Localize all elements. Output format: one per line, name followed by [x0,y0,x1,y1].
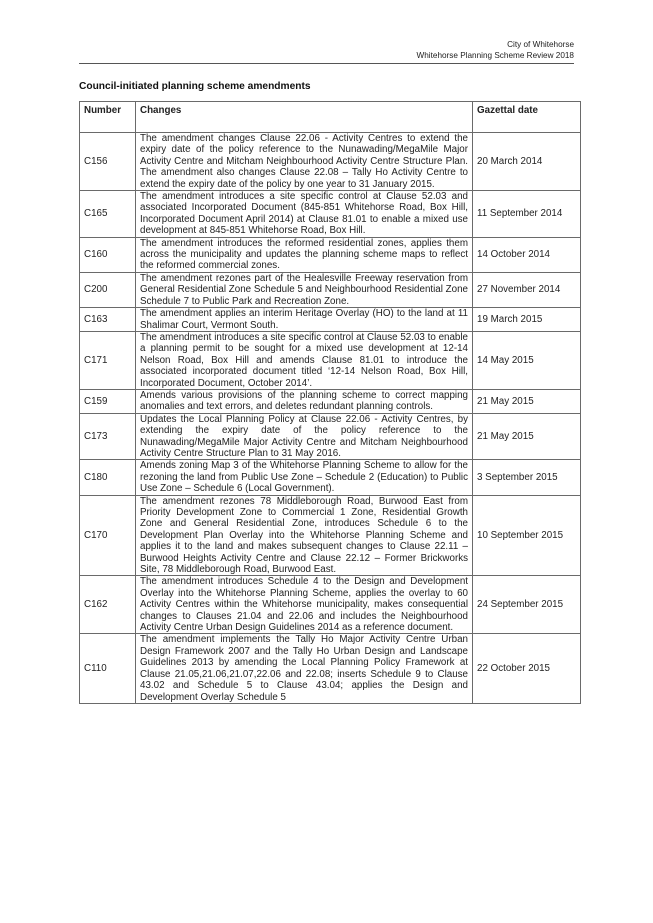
amendment-changes: The amendment introduces the reformed residential zones, applies them across the municipality and updates the planning scheme maps to reflect the reformed commercial zones. [136,237,473,272]
amendments-table [79,101,581,704]
amendment-changes: The amendment implements the Tally Ho Major Activity Centre Urban Design Framework 2007 and the Tally Ho Urban Design and Landscape Guidelines 2013 by amending the Local Planning Policy Framework at Clause 21.05,21.06,21.07,22.06 and 22.08; inserts Schedule 9 to Clause 43.02 and Schedule 5 to Clause 43.04; applies the Design and Development Overlay Schedule 5 [136,634,473,703]
table-row [80,308,581,332]
table-row [80,133,581,191]
header-document-title: Whitehorse Planning Scheme Review 2018 [416,50,574,60]
table-row [80,389,581,413]
column-header-number: Number [80,102,136,133]
table-row [80,634,581,703]
amendment-number: C171 [80,331,136,389]
amendment-number: C170 [80,495,136,576]
amendment-number: C160 [80,237,136,272]
table-row [80,237,581,272]
amendment-changes: The amendment introduces a site specific control at Clause 52.03 and associated Incorporated Document (845-851 Whitehorse Road, Box Hill, Incorporated Document April 2014) at Clause 81.01 to enable a mixed use development at 845-851 Whitehorse Road, Box Hill. [136,191,473,238]
gazettal-date: 21 May 2015 [473,413,581,460]
gazettal-date: 22 October 2015 [473,634,581,703]
gazettal-date: 10 September 2015 [473,495,581,576]
table-header-row [80,102,581,133]
gazettal-date: 14 May 2015 [473,331,581,389]
column-header-gazettal-date: Gazettal date [473,102,581,133]
amendment-number: C180 [80,460,136,495]
amendment-changes: The amendment rezones 78 Middleborough Road, Burwood East from Priority Development Zone to Commercial 1 Zone, Residential Growth Zone and General Residential Zone, introduces Schedule 6 to the Development Plan Overlay into the Whitehorse Planning Scheme and applies it to the land and makes subsequent changes to Clause 22.11 – Burwood Heights Activity Centre and Clause 22.12 – Former Brickworks Site, 78 Middleborough Road, Burwood East. [136,495,473,576]
amendment-changes: Amends various provisions of the planning scheme to correct mapping anomalies and text errors, and deletes redundant planning controls. [136,389,473,413]
amendment-changes: Amends zoning Map 3 of the Whitehorse Planning Scheme to allow for the rezoning the land from Public Use Zone – Schedule 2 (Education) to Public Use Zone – Schedule 6 (Local Government). [136,460,473,495]
gazettal-date: 14 October 2014 [473,237,581,272]
header-divider [79,63,574,64]
section-title: Council-initiated planning scheme amendments [79,81,311,92]
amendment-number: C200 [80,272,136,307]
amendment-changes: The amendment applies an interim Heritage Overlay (HO) to the land at 11 Shalimar Court, Vermont South. [136,308,473,332]
table-row [80,331,581,389]
column-header-changes: Changes [136,102,473,133]
gazettal-date: 11 September 2014 [473,191,581,238]
amendment-number: C165 [80,191,136,238]
table-row [80,576,581,634]
table-row [80,495,581,576]
amendment-number: C173 [80,413,136,460]
page-header [417,40,574,61]
gazettal-date: 21 May 2015 [473,389,581,413]
gazettal-date: 3 September 2015 [473,460,581,495]
amendment-changes: The amendment introduces Schedule 4 to the Design and Development Overlay into the Whitehorse Planning Scheme, applies the overlay to 60 Activity Centres within the Whitehorse municipality, makes consequential changes to Clauses 21.04 and 22.06 and includes the Neighbourhood Activity Centre Urban Design Guidelines 2014 as a reference document. [136,576,473,634]
table-row [80,413,581,460]
amendment-changes: Updates the Local Planning Policy at Clause 22.06 - Activity Centres, by extending the expiry date of the policy reference to the Nunawading/MegaMile Major Activity Centre and Mitcham Neighbourhood Activity Centre Structure Plan to 31 May 2016. [136,413,473,460]
amendment-changes: The amendment introduces a site specific control at Clause 52.03 to enable a planning permit to be sought for a mixed use development at 12-14 Nelson Road, Box Hill and amends Clause 81.01 to introduce the associated incorporated document titled ‘12-14 Nelson Road, Box Hill, Incorporated Document, October 2014’. [136,331,473,389]
gazettal-date: 27 November 2014 [473,272,581,307]
amendment-number: C159 [80,389,136,413]
gazettal-date: 20 March 2014 [473,133,581,191]
amendment-changes: The amendment rezones part of the Healesville Freeway reservation from General Residential Zone Schedule 5 and Neighbourhood Residential Zone Schedule 7 to Public Park and Recreation Zone. [136,272,473,307]
amendment-number: C156 [80,133,136,191]
amendment-number: C110 [80,634,136,703]
gazettal-date: 24 September 2015 [473,576,581,634]
header-organisation: City of Whitehorse [507,40,574,49]
amendment-number: C162 [80,576,136,634]
amendment-number: C163 [80,308,136,332]
table-row [80,191,581,238]
table-row [80,272,581,307]
amendment-changes: The amendment changes Clause 22.06 - Activity Centres to extend the expiry date of the policy reference to the Nunawading/MegaMile Major Activity Centre and Mitcham Neighbourhood Activity Centre Structure Plan. The amendment also changes Clause 22.08 – Tally Ho Activity Centre to extend the expiry date of the policy by one year to 31 January 2015. [136,133,473,191]
table-row [80,460,581,495]
gazettal-date: 19 March 2015 [473,308,581,332]
